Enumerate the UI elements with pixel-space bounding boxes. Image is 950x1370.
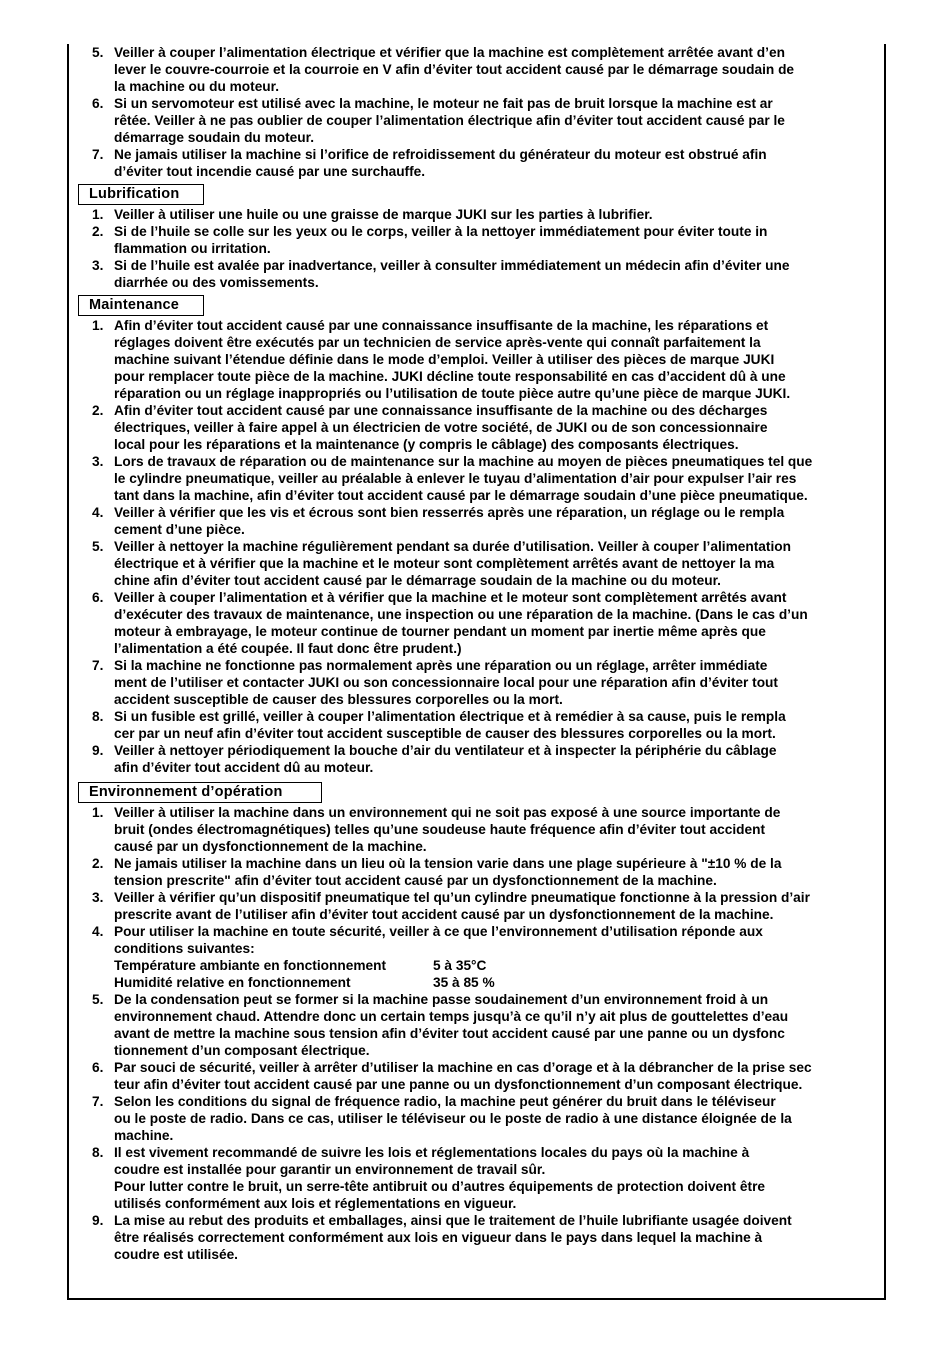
item-text: Veiller à vérifier que les vis et écrous sont bien resserrés après une réparation, un réglage ou le rempla cement d’une pièce.: [114, 505, 785, 537]
list-item: [78, 538, 878, 589]
list-item: [78, 1212, 878, 1263]
list-item: [78, 402, 878, 453]
item-text: Afin d’éviter tout accident causé par une connaissance insuffisante de la machine, les réparations et réglages doivent être exécutés par un technicien de service après-vente qui connaît parfaitement la machine suivant l’étendue définie dans le mode d’emploi. Veiller à utiliser des pièces de marque JUKI pour remplacer toute pièce de la machine. JUKI décline toute responsabilité en cas d’accident dû à une réparation ou un réglage inappropriés ou l’utilisation de toute pièce autre qu’une pièce de marque JUKI.: [114, 318, 791, 401]
item-text: Veiller à utiliser une huile ou une graisse de marque JUKI sur les parties à lubrifier.: [114, 207, 653, 222]
list-item: [78, 504, 878, 538]
item-number: 5.: [92, 539, 104, 554]
list-item: [78, 317, 878, 402]
maintenance-list: [78, 317, 878, 776]
item-text: Ne jamais utiliser la machine dans un lieu où la tension varie dans une plage supérieure à "±10 % de la tension prescrite" afin d’éviter tout accident causé par un dysfonctionnement de la machine.: [114, 856, 782, 888]
section-heading-maintenance: Maintenance: [78, 295, 204, 316]
item-number: 3.: [92, 454, 104, 469]
item-number: 7.: [92, 147, 104, 162]
condition-row: [114, 974, 878, 991]
environnement-list: [78, 804, 878, 1263]
item-text: De la condensation peut se former si la machine passe soudainement d’un environnement froid à un environnement chaud. Attendre donc un certain temps jusqu’à ce qu’il n’y ait plus de gouttelettes d’eau avant de mettre la machine sous tension afin d’éviter tout accident causé par une panne ou un dysfonc tionnement d’un composant électrique.: [114, 992, 789, 1058]
list-item: [78, 708, 878, 742]
item-number: 8.: [92, 709, 104, 724]
item-number: 3.: [92, 890, 104, 905]
list-item: [78, 1059, 878, 1093]
list-item: [78, 889, 878, 923]
list-item: [78, 206, 878, 223]
item-number: 8.: [92, 1145, 104, 1160]
list-item: [78, 257, 878, 291]
condition-row: [114, 957, 878, 974]
item-number: 6.: [92, 1060, 104, 1075]
list-item: [78, 855, 878, 889]
item-number: 6.: [92, 96, 104, 111]
item-text: Si un servomoteur est utilisé avec la machine, le moteur ne fait pas de bruit lorsque la machine est ar rêtée. Veiller à ne pas oublier de couper l’alimentation électrique afin d’éviter tout accident causé par le démarrage soudain du moteur.: [114, 96, 785, 145]
item-text: Si la machine ne fonctionne pas normalement après une réparation ou un réglage, arrêter immédiate ment de l’utiliser et contacter JUKI ou son concessionnaire local pour une réparation afin d’éviter tout accident susceptible de causer des blessures corporelles ou la mort.: [114, 658, 778, 707]
document-body: [78, 44, 878, 1263]
item-number: 9.: [92, 1213, 104, 1228]
item-number: 4.: [92, 505, 104, 520]
item-number: 6.: [92, 590, 104, 605]
item-text: Veiller à couper l’alimentation et à vérifier que la machine et le moteur sont complètement arrêtés avant d’exécuter des travaux de maintenance, une inspection ou une réparation de la machine. (Dans le cas d’un moteur à embrayage, le moteur continue de tourner pendant un moment par inertie même après que l’alimentation a été coupée. Il faut donc être prudent.): [114, 590, 808, 656]
list-item: [78, 453, 878, 504]
item-text: Veiller à utiliser la machine dans un environnement qui ne soit pas exposé à une source importante de bruit (ondes électromagnétiques) telles qu’une soudeuse haute fréquence afin d’éviter tout accident causé par un dysfonctionnement de la machine.: [114, 805, 781, 854]
list-item: [78, 223, 878, 257]
item-number: 7.: [92, 658, 104, 673]
item-text: Si de l’huile se colle sur les yeux ou le corps, veiller à la nettoyer immédiatement pour éviter toute in flammation ou irritation.: [114, 224, 768, 256]
item-text: Afin d’éviter tout accident causé par une connaissance insuffisante de la machine ou des décharges électriques, veiller à faire appel à un électricien de votre société, de JUKI ou de son concessionnaire local pour les réparations et la maintenance (y compris le câblage) des composants électriques.: [114, 403, 768, 452]
item-text: Selon les conditions du signal de fréquence radio, la machine peut générer du bruit dans le téléviseur ou le poste de radio. Dans ce cas, utiliser le téléviseur ou le poste de radio à une distance éloignée de la machine.: [114, 1094, 792, 1143]
section-heading-lubrification: Lubrification: [78, 184, 204, 205]
list-item: [78, 991, 878, 1059]
item-text: Ne jamais utiliser la machine si l’orifice de refroidissement du générateur du moteur est obstrué afin d’éviter tout incendie causé par une surchauffe.: [114, 147, 767, 179]
list-item: [78, 146, 878, 180]
item-number: 7.: [92, 1094, 104, 1109]
list-item: [78, 742, 878, 776]
intro-list: [78, 44, 878, 180]
item-text: Veiller à nettoyer périodiquement la bouche d’air du ventilateur et à inspecter la périphérie du câblage afin d’éviter tout accident dû au moteur.: [114, 743, 777, 775]
list-item: [78, 1093, 878, 1144]
list-item: [78, 589, 878, 657]
item-number: 1.: [92, 318, 104, 333]
item-text: Veiller à couper l’alimentation électrique et vérifier que la machine est complètement arrêtée avant d’en lever le couvre-courroie et la courroie en V afin d’éviter tout accident causé par le démarrage soudain de la machine ou du moteur.: [114, 45, 795, 94]
item-number: 4.: [92, 924, 104, 939]
section-heading-environnement: Environnement d’opération: [78, 782, 322, 803]
item-number: 3.: [92, 258, 104, 273]
list-item: [78, 804, 878, 855]
item-text: Si de l’huile est avalée par inadvertance, veiller à consulter immédiatement un médecin afin d’éviter une diarrhée ou des vomissements.: [114, 258, 790, 290]
item-number: 5.: [92, 45, 104, 60]
item-text: Lors de travaux de réparation ou de maintenance sur la machine au moyen de pièces pneumatiques tel que le cylindre pneumatique, veiller au préalable à enlever le tuyau d’alimentation d’air pour expulser l’air res tant dans la machine, afin d’éviter tout accident causé par le démarrage soudain d’une pièce pneumatique.: [114, 454, 813, 503]
condition-label: Humidité relative en fonctionnement: [114, 975, 351, 990]
item-number: 2.: [92, 856, 104, 871]
item-text: Par souci de sécurité, veiller à arrêter d’utiliser la machine en cas d’orage et à la débrancher de la prise sec teur afin d’éviter tout accident causé par une panne ou un dysfonctionnement d’un composant électrique.: [114, 1060, 812, 1092]
condition-value: 5 à 35°C: [433, 958, 487, 973]
list-item: [78, 923, 878, 991]
item-number: 2.: [92, 224, 104, 239]
list-item: [78, 657, 878, 708]
list-item: [78, 44, 878, 95]
lubrification-list: [78, 206, 878, 291]
list-item: [78, 95, 878, 146]
item-number: 1.: [92, 207, 104, 222]
item-text: La mise au rebut des produits et emballages, ainsi que le traitement de l’huile lubrifiante usagée doivent être réalisés correctement conformément aux lois en vigueur dans le pays dans lequel la machine à coudre est utilisée.: [114, 1213, 792, 1262]
item-text: Si un fusible est grillé, veiller à couper l’alimentation électrique et à remédier à sa cause, puis le rempla cer par un neuf afin d’éviter tout accident susceptible de causer des blessures corporelles ou la mort.: [114, 709, 786, 741]
item-text: Veiller à vérifier qu’un dispositif pneumatique tel qu’un cylindre pneumatique fonctionne à la pression d’air prescrite avant de l’utiliser afin d’éviter tout accident causé par un dysfonctionnement de la machine.: [114, 890, 810, 922]
item-number: 9.: [92, 743, 104, 758]
condition-value: 35 à 85 %: [433, 975, 495, 990]
item-text: Pour utiliser la machine en toute sécurité, veiller à ce que l’environnement d’utilisation réponde aux conditions suivantes:: [114, 924, 763, 956]
item-number: 2.: [92, 403, 104, 418]
item-text: Veiller à nettoyer la machine régulièrement pendant sa durée d’utilisation. Veiller à couper l’alimentation électrique et à vérifier que la machine et le moteur sont complètement arrêtés avant de nettoyer la ma chine afin d’éviter tout accident causé par le démarrage soudain de la machine ou du moteur.: [114, 539, 791, 588]
item-number: 5.: [92, 992, 104, 1007]
condition-label: Température ambiante en fonctionnement: [114, 958, 387, 973]
list-item: [78, 1144, 878, 1212]
item-text: Il est vivement recommandé de suivre les lois et réglementations locales du pays où la machine à coudre est installée pour garantir un environnement de travail sûr. Pour lutter contre le bruit, un serre-tête antibruit ou d’autres équipements de protection doivent être utilisés conformément aux lois et réglementations en vigueur.: [114, 1145, 766, 1211]
item-number: 1.: [92, 805, 104, 820]
